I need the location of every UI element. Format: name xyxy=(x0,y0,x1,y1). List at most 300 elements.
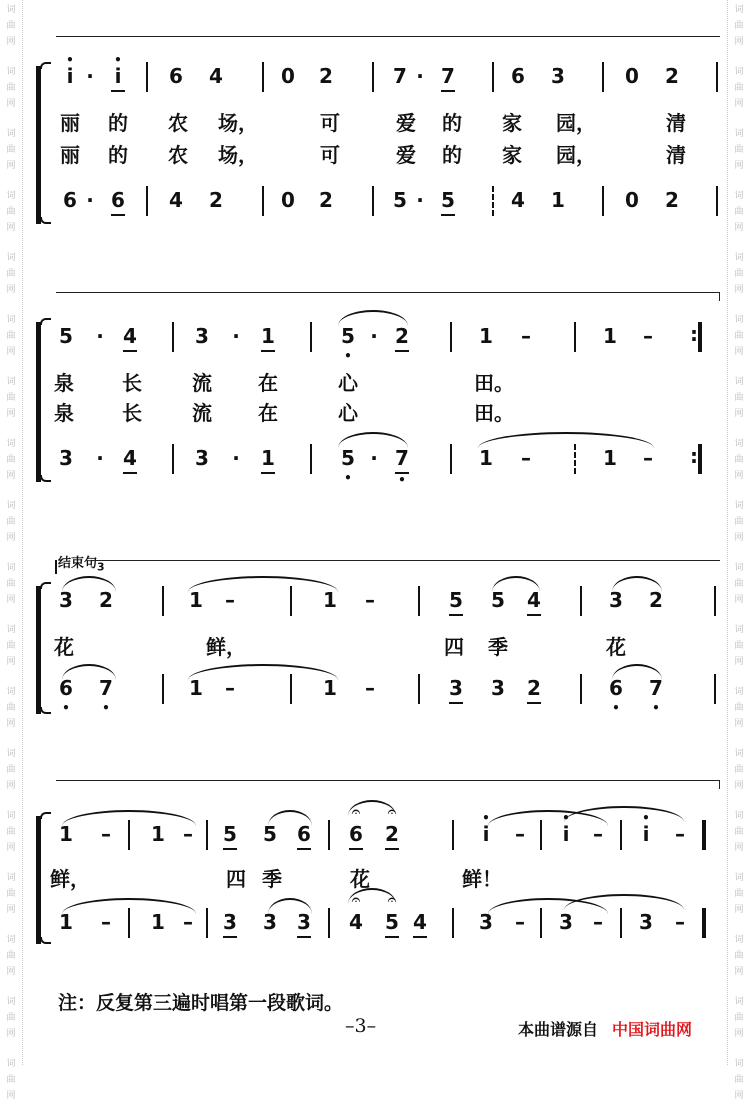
note: 1 xyxy=(323,676,337,700)
watermark-char: 网 xyxy=(6,161,16,171)
lyric: 四 xyxy=(226,867,246,891)
melody-row xyxy=(56,582,720,618)
note: 6 xyxy=(169,64,183,88)
watermark-block xyxy=(0,62,22,124)
watermark-block xyxy=(728,558,750,620)
note: 5 xyxy=(446,588,466,612)
barline xyxy=(574,444,576,474)
note: 1 xyxy=(151,822,165,846)
watermark-block xyxy=(728,496,750,558)
barline xyxy=(418,586,420,616)
watermark-char: 曲 xyxy=(734,455,744,465)
barline xyxy=(540,820,542,850)
watermark-block xyxy=(728,372,750,434)
right-watermark-strip xyxy=(727,0,750,1101)
note: 2 xyxy=(649,588,663,612)
watermark-char: 曲 xyxy=(6,393,16,403)
watermark-char: 曲 xyxy=(734,21,744,31)
watermark-char: 网 xyxy=(6,1091,16,1101)
watermark-char: 网 xyxy=(734,719,744,729)
source-prefix: 本曲谱源自 xyxy=(518,1020,599,1039)
brace-bottom-hook xyxy=(40,475,51,482)
barline xyxy=(146,186,148,216)
watermark-char: 网 xyxy=(734,285,744,295)
watermark-char: 曲 xyxy=(6,641,16,651)
note: 4 xyxy=(511,188,525,212)
watermark-char: 曲 xyxy=(6,145,16,155)
dot: · xyxy=(86,188,94,212)
note: 4 xyxy=(209,64,223,88)
lyric: 丽 xyxy=(60,111,80,135)
barline xyxy=(262,62,264,92)
note: 3 xyxy=(479,910,493,934)
barline xyxy=(128,820,130,850)
top-line-end-tick xyxy=(719,781,720,789)
watermark-block xyxy=(0,248,22,310)
system-brace xyxy=(36,322,41,482)
watermark-char: 词 xyxy=(734,315,744,325)
note: 6 xyxy=(63,188,77,212)
watermark-block xyxy=(0,682,22,744)
note: • 7 xyxy=(392,446,412,470)
watermark-block xyxy=(0,372,22,434)
watermark-char: 词 xyxy=(6,749,16,759)
barline xyxy=(128,908,130,938)
watermark-char: 曲 xyxy=(734,579,744,589)
lyric: 在 xyxy=(258,371,278,395)
left-watermark-strip xyxy=(0,0,23,1101)
watermark-char: 曲 xyxy=(734,517,744,527)
note: 3 xyxy=(551,64,565,88)
barline xyxy=(290,674,292,704)
note: 3 xyxy=(220,910,240,934)
watermark-char: 词 xyxy=(6,625,16,635)
watermark-char: 曲 xyxy=(734,1013,744,1023)
repeat-end-barline xyxy=(698,322,702,352)
dash: – xyxy=(675,822,685,846)
watermark-block xyxy=(0,806,22,868)
watermark-char: 曲 xyxy=(734,269,744,279)
harmony-row xyxy=(56,890,720,940)
top-line-end-tick xyxy=(719,293,720,301)
source-brand-link[interactable]: 中国词曲网 xyxy=(612,1020,693,1039)
note: • i xyxy=(636,822,656,846)
watermark-char: 词 xyxy=(734,625,744,635)
tie xyxy=(188,576,338,592)
watermark-block xyxy=(728,124,750,186)
note: 2 xyxy=(665,64,679,88)
note: 1 xyxy=(551,188,565,212)
watermark-block xyxy=(0,496,22,558)
note: 6 xyxy=(294,822,314,846)
barline xyxy=(714,586,716,616)
barline xyxy=(290,586,292,616)
ending-label-text: 结束句 xyxy=(58,556,98,571)
watermark-char: 词 xyxy=(6,1059,16,1069)
watermark-char: 网 xyxy=(734,99,744,109)
note: 1 xyxy=(59,910,73,934)
lyric: 可 xyxy=(320,111,340,135)
watermark-char: 词 xyxy=(6,315,16,325)
note: 1 xyxy=(603,324,617,348)
system-brace xyxy=(36,66,41,224)
barline xyxy=(574,322,576,352)
lyric: 长 xyxy=(122,371,142,395)
dash: – xyxy=(515,910,525,934)
watermark-char: 曲 xyxy=(734,641,744,651)
barline xyxy=(162,586,164,616)
note: 1 xyxy=(479,446,493,470)
watermark-char: 词 xyxy=(6,687,16,697)
lyric: 在 xyxy=(258,401,278,425)
watermark-char: 曲 xyxy=(734,83,744,93)
lyric: 场， xyxy=(218,143,258,167)
watermark-char: 词 xyxy=(6,67,16,77)
score-system-4 xyxy=(36,780,720,950)
barline xyxy=(714,674,716,704)
watermark-char: 词 xyxy=(6,873,16,883)
watermark-block xyxy=(728,868,750,930)
fermata-icon: 𝄐 xyxy=(387,890,397,909)
note: 1 xyxy=(603,446,617,470)
watermark-char: 网 xyxy=(734,1029,744,1039)
brace-bottom-hook xyxy=(40,937,51,944)
lyric: 田。 xyxy=(474,401,514,425)
note: 5 xyxy=(491,588,505,612)
barline xyxy=(452,820,454,850)
watermark-char: 网 xyxy=(6,905,16,915)
lyrics-line-2 xyxy=(56,140,720,170)
barline xyxy=(310,444,312,474)
note: 3 xyxy=(59,588,73,612)
barline xyxy=(580,674,582,704)
note: 2 xyxy=(209,188,223,212)
watermark-char: 网 xyxy=(6,843,16,853)
watermark-block xyxy=(0,0,22,62)
lyric: 心 xyxy=(338,401,358,425)
watermark-block xyxy=(728,744,750,806)
note: 7 xyxy=(438,64,458,88)
barline xyxy=(492,186,494,216)
watermark-char: 网 xyxy=(6,719,16,729)
watermark-char: 网 xyxy=(6,1029,16,1039)
barline xyxy=(540,908,542,938)
watermark-char: 词 xyxy=(734,811,744,821)
lyric: 长 xyxy=(122,401,142,425)
dot: · xyxy=(86,64,94,88)
watermark-char: 网 xyxy=(6,223,16,233)
barline xyxy=(172,322,174,352)
lyrics-line-2 xyxy=(56,398,720,428)
note: 3 xyxy=(294,910,314,934)
watermark-char: 词 xyxy=(6,377,16,387)
lyric: 家 xyxy=(502,111,522,135)
watermark-char: 网 xyxy=(6,533,16,543)
watermark-char: 网 xyxy=(6,781,16,791)
note: 0 xyxy=(625,188,639,212)
watermark-block xyxy=(728,248,750,310)
note: • i xyxy=(556,822,576,846)
lyrics-line-1 xyxy=(56,108,720,138)
barline xyxy=(450,444,452,474)
watermark-char: 词 xyxy=(734,191,744,201)
lyrics-line xyxy=(56,632,720,662)
watermark-char: 网 xyxy=(734,161,744,171)
watermark-block xyxy=(728,186,750,248)
dash: – xyxy=(675,910,685,934)
system-top-line xyxy=(92,560,720,561)
watermark-char: 词 xyxy=(734,1059,744,1069)
harmony-row xyxy=(56,182,720,218)
watermark-char: 曲 xyxy=(6,889,16,899)
watermark-char: 词 xyxy=(734,749,744,759)
barline xyxy=(146,62,148,92)
lyric: 心 xyxy=(338,371,358,395)
note: 4 xyxy=(349,910,363,934)
watermark-char: 词 xyxy=(6,439,16,449)
watermark-char: 曲 xyxy=(734,703,744,713)
dot: · xyxy=(96,446,104,470)
watermark-char: 词 xyxy=(6,935,16,945)
watermark-block xyxy=(0,992,22,1054)
watermark-block xyxy=(0,186,22,248)
note: 3 xyxy=(609,588,623,612)
harmony-row xyxy=(56,670,720,706)
watermark-char: 网 xyxy=(734,843,744,853)
note: 2 xyxy=(665,188,679,212)
tie xyxy=(478,432,654,448)
note: 2 xyxy=(319,64,333,88)
watermark-char: 词 xyxy=(6,563,16,573)
fermata-icon: 𝄐 xyxy=(351,802,361,821)
lyric: 清 xyxy=(666,111,686,135)
watermark-char: 网 xyxy=(734,37,744,47)
watermark-block xyxy=(728,806,750,868)
note: 4 xyxy=(120,324,140,348)
barline xyxy=(450,322,452,352)
watermark-char: 词 xyxy=(6,191,16,201)
watermark-char: 网 xyxy=(734,657,744,667)
watermark-char: 词 xyxy=(734,687,744,697)
note: • 5 xyxy=(338,324,358,348)
watermark-char: 网 xyxy=(734,223,744,233)
system-top-line xyxy=(56,780,720,781)
watermark-char: 词 xyxy=(6,997,16,1007)
watermark-char: 网 xyxy=(6,471,16,481)
dash: – xyxy=(593,822,603,846)
watermark-char: 词 xyxy=(6,129,16,139)
watermark-char: 曲 xyxy=(734,951,744,961)
dash: – xyxy=(643,324,653,348)
watermark-char: 曲 xyxy=(734,1075,744,1085)
dash: – xyxy=(183,822,193,846)
watermark-char: 曲 xyxy=(6,579,16,589)
lyric: 爱 xyxy=(396,143,416,167)
dot: · xyxy=(370,324,378,348)
dot: · xyxy=(370,446,378,470)
note: 5 xyxy=(438,188,458,212)
note: 5 xyxy=(263,822,277,846)
note: 2 xyxy=(524,676,544,700)
lyric: 家 xyxy=(502,143,522,167)
barline xyxy=(452,908,454,938)
source-credit xyxy=(518,1017,692,1040)
watermark-char: 网 xyxy=(734,533,744,543)
watermark-char: 网 xyxy=(734,781,744,791)
dash: – xyxy=(225,676,235,700)
watermark-char: 曲 xyxy=(734,145,744,155)
note: 3 xyxy=(639,910,653,934)
lyric: 季 xyxy=(262,867,282,891)
lyric: 花 xyxy=(606,635,626,659)
watermark-block xyxy=(728,930,750,992)
note: 6 xyxy=(108,188,128,212)
final-barline xyxy=(702,820,706,850)
note: 4 xyxy=(524,588,544,612)
barline xyxy=(418,674,420,704)
melody-row xyxy=(56,318,720,354)
watermark-char: 曲 xyxy=(734,207,744,217)
watermark-block xyxy=(728,434,750,496)
barline xyxy=(492,62,494,92)
watermark-char: 曲 xyxy=(734,331,744,341)
watermark-block xyxy=(0,310,22,372)
note: 0 xyxy=(625,64,639,88)
dash: – xyxy=(101,910,111,934)
barline xyxy=(328,908,330,938)
watermark-char: 曲 xyxy=(734,765,744,775)
dash: – xyxy=(593,910,603,934)
note: 3 xyxy=(59,446,73,470)
watermark-char: 曲 xyxy=(6,21,16,31)
watermark-char: 曲 xyxy=(6,455,16,465)
barline xyxy=(372,62,374,92)
watermark-char: 词 xyxy=(734,997,744,1007)
watermark-char: 词 xyxy=(734,873,744,883)
score-system-3 xyxy=(36,560,720,720)
note: 3 xyxy=(195,324,209,348)
note: • i xyxy=(60,64,80,88)
footnote: 注：反复第三遍时唱第一段歌词。 xyxy=(58,992,344,1014)
dash: – xyxy=(515,822,525,846)
barline xyxy=(580,586,582,616)
dot: · xyxy=(416,188,424,212)
note: 4 xyxy=(120,446,140,470)
watermark-char: 词 xyxy=(6,5,16,15)
note: 1 xyxy=(323,588,337,612)
dash: – xyxy=(101,822,111,846)
watermark-char: 网 xyxy=(734,471,744,481)
dash: – xyxy=(365,676,375,700)
barline xyxy=(310,322,312,352)
note: 3 xyxy=(263,910,277,934)
watermark-char: 网 xyxy=(6,347,16,357)
lyric: 农 xyxy=(168,111,188,135)
dot: · xyxy=(416,64,424,88)
ending-number: 3 xyxy=(97,560,105,574)
lyric: 花 xyxy=(350,867,370,891)
watermark-char: 词 xyxy=(734,5,744,15)
note: 3 xyxy=(446,676,466,700)
barline xyxy=(206,908,208,938)
watermark-char: 词 xyxy=(6,253,16,263)
watermark-char: 曲 xyxy=(6,765,16,775)
watermark-block xyxy=(0,1054,22,1116)
dash: – xyxy=(521,324,531,348)
watermark-char: 曲 xyxy=(734,889,744,899)
watermark-char: 网 xyxy=(734,967,744,977)
lyric: 的 xyxy=(108,143,128,167)
watermark-char: 网 xyxy=(6,657,16,667)
brace-top-hook xyxy=(40,62,51,69)
watermark-char: 网 xyxy=(6,967,16,977)
watermark-char: 词 xyxy=(734,439,744,449)
note: • 5 xyxy=(338,446,358,470)
watermark-block xyxy=(0,930,22,992)
watermark-char: 网 xyxy=(734,409,744,419)
note: 6 xyxy=(511,64,525,88)
watermark-char: 网 xyxy=(6,99,16,109)
dash: – xyxy=(521,446,531,470)
watermark-char: 网 xyxy=(6,595,16,605)
watermark-block xyxy=(0,434,22,496)
note: 5 xyxy=(220,822,240,846)
note: 1 xyxy=(258,324,278,348)
note: 3 xyxy=(491,676,505,700)
watermark-block xyxy=(728,1054,750,1116)
tie xyxy=(564,806,684,822)
barline xyxy=(172,444,174,474)
note: 1 xyxy=(151,910,165,934)
barline xyxy=(620,820,622,850)
page-number: –3– xyxy=(345,1015,377,1037)
watermark-block xyxy=(728,62,750,124)
lyric: 清 xyxy=(666,143,686,167)
watermark-block xyxy=(0,620,22,682)
watermark-char: 曲 xyxy=(6,269,16,279)
harmony-row xyxy=(56,440,720,476)
note: 3 xyxy=(559,910,573,934)
dash: – xyxy=(183,910,193,934)
barline xyxy=(602,62,604,92)
note: 4 xyxy=(169,188,183,212)
barline xyxy=(620,908,622,938)
lyric: 园， xyxy=(556,143,596,167)
note: 0 xyxy=(281,188,295,212)
watermark-block xyxy=(728,620,750,682)
lyric: 四 xyxy=(444,635,464,659)
lyric: 园， xyxy=(556,111,596,135)
lyric: 花 xyxy=(54,635,74,659)
lyric: 农 xyxy=(168,143,188,167)
note: 2 xyxy=(319,188,333,212)
melody-row xyxy=(56,58,720,94)
watermark-char: 曲 xyxy=(6,517,16,527)
score-system-1 xyxy=(36,36,720,226)
dash: – xyxy=(365,588,375,612)
note: • 7 xyxy=(96,676,116,700)
system-top-line xyxy=(56,36,720,37)
note: 1 xyxy=(189,588,203,612)
final-barline xyxy=(702,908,706,938)
note: 7 xyxy=(393,64,407,88)
watermark-char: 网 xyxy=(734,905,744,915)
watermark-block xyxy=(728,682,750,744)
barline xyxy=(602,186,604,216)
note: • 6 xyxy=(606,676,626,700)
note: 2 xyxy=(382,822,402,846)
lyric: 丽 xyxy=(60,143,80,167)
